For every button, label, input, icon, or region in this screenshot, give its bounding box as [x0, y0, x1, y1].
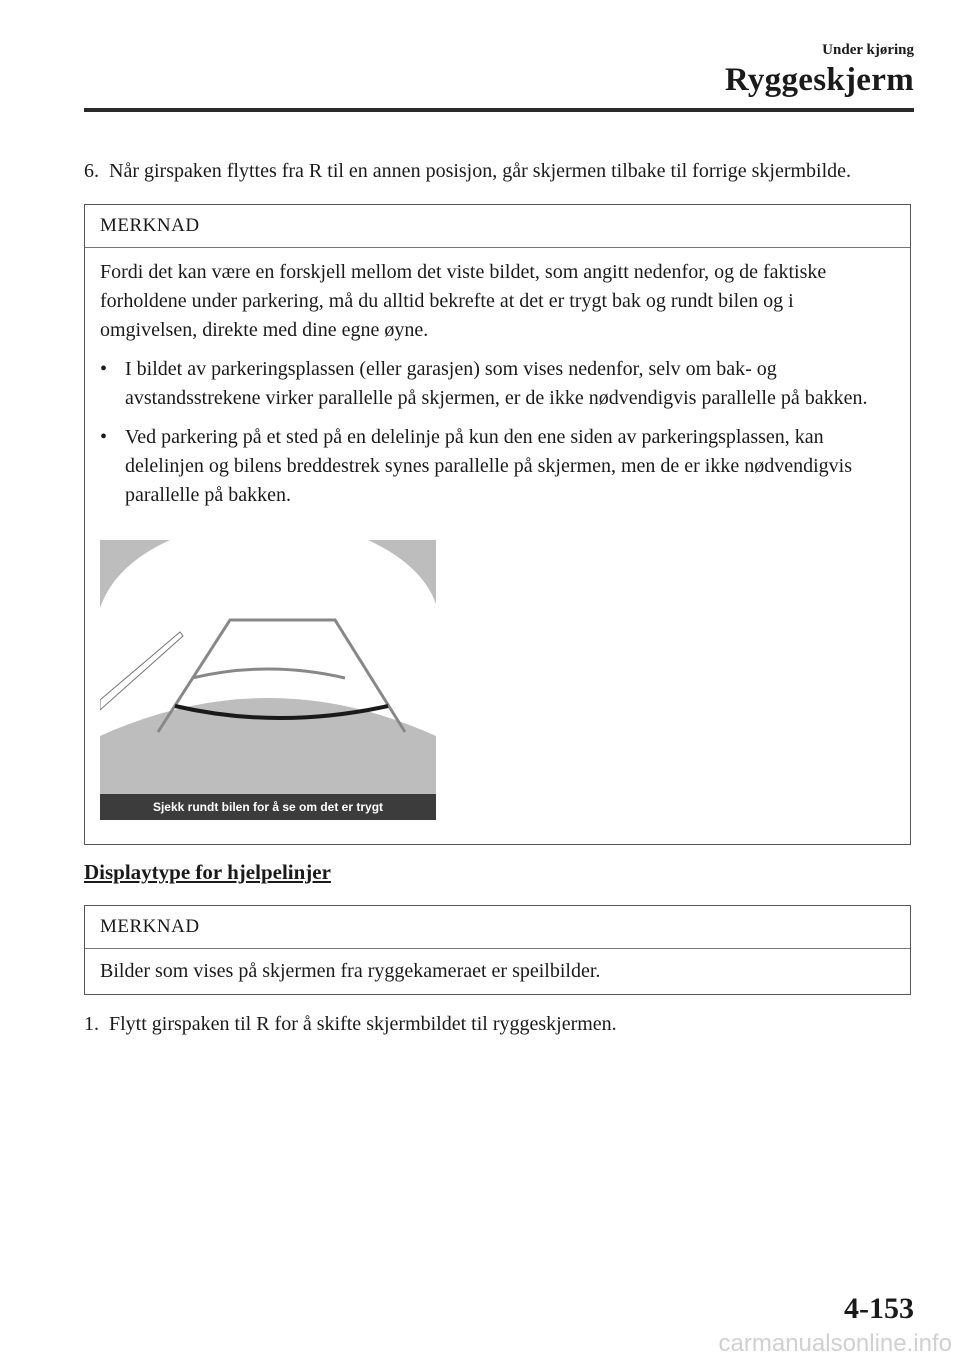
note-1-bullet-2-text: Ved parkering på et sted på en delelinje på kun den ene siden av parkeringsplassen, kan delelinjen og bilens breddestrek synes parallelle på skjermen, men de er ikke nødvendigvis parallelle på bakken.	[125, 426, 853, 506]
note-2-heading: MERKNAD	[85, 906, 910, 949]
figure-caption-bar: Sjekk rundt bilen for å se om det er trygt	[100, 794, 436, 820]
step-1-number: 1.	[84, 1013, 99, 1035]
note-1-bullet-2	[100, 423, 895, 510]
note-1-body	[85, 248, 910, 820]
note-1-heading: MERKNAD	[85, 205, 910, 248]
page-title: Ryggeskjerm	[724, 62, 914, 98]
note-1-bullet-1-text: I bildet av parkeringsplassen (eller garasjen) som vises nedenfor, selv om bak- og avstandsstrekene virker parallelle på skjermen, er de ikke nødvendigvis parallelle på bakken.	[125, 358, 868, 409]
rear-camera-illustration	[100, 540, 436, 820]
step-1-text: Flytt girspaken til R for å skifte skjermbildet til ryggeskjermen.	[109, 1013, 617, 1035]
step-1	[84, 1010, 914, 1038]
step-6	[84, 157, 914, 185]
step-6-number: 6.	[84, 160, 99, 182]
note-2-text: Bilder som vises på skjermen fra ryggekameraet er speilbilder.	[100, 960, 601, 982]
note-box-1	[84, 204, 911, 845]
note-2-body	[85, 949, 910, 986]
bullet-dot-icon: •	[100, 426, 108, 448]
page-number: 4-153	[844, 1292, 914, 1325]
header-section-label: Under kjøring	[822, 42, 914, 58]
bullet-dot-icon: •	[100, 358, 108, 380]
rear-camera-figure	[100, 540, 436, 820]
header-rule	[84, 108, 914, 112]
note-1-bullet-1	[100, 355, 895, 413]
step-6-text: Når girspaken flyttes fra R til en annen posisjon, går skjermen tilbake til forrige skjermbilde.	[109, 160, 852, 182]
watermark: carmanualsonline.info	[718, 1330, 952, 1357]
note-box-2	[84, 905, 911, 995]
section-heading: Displaytype for hjelpelinjer	[84, 860, 331, 884]
note-1-paragraph: Fordi det kan være en forskjell mellom det viste bildet, som angitt nedenfor, og de faktiske forholdene under parkering, må du alltid bekrefte at det er trygt bak og rundt bilen og i omgivelsen, direkte med dine egne øyne.	[100, 261, 827, 341]
